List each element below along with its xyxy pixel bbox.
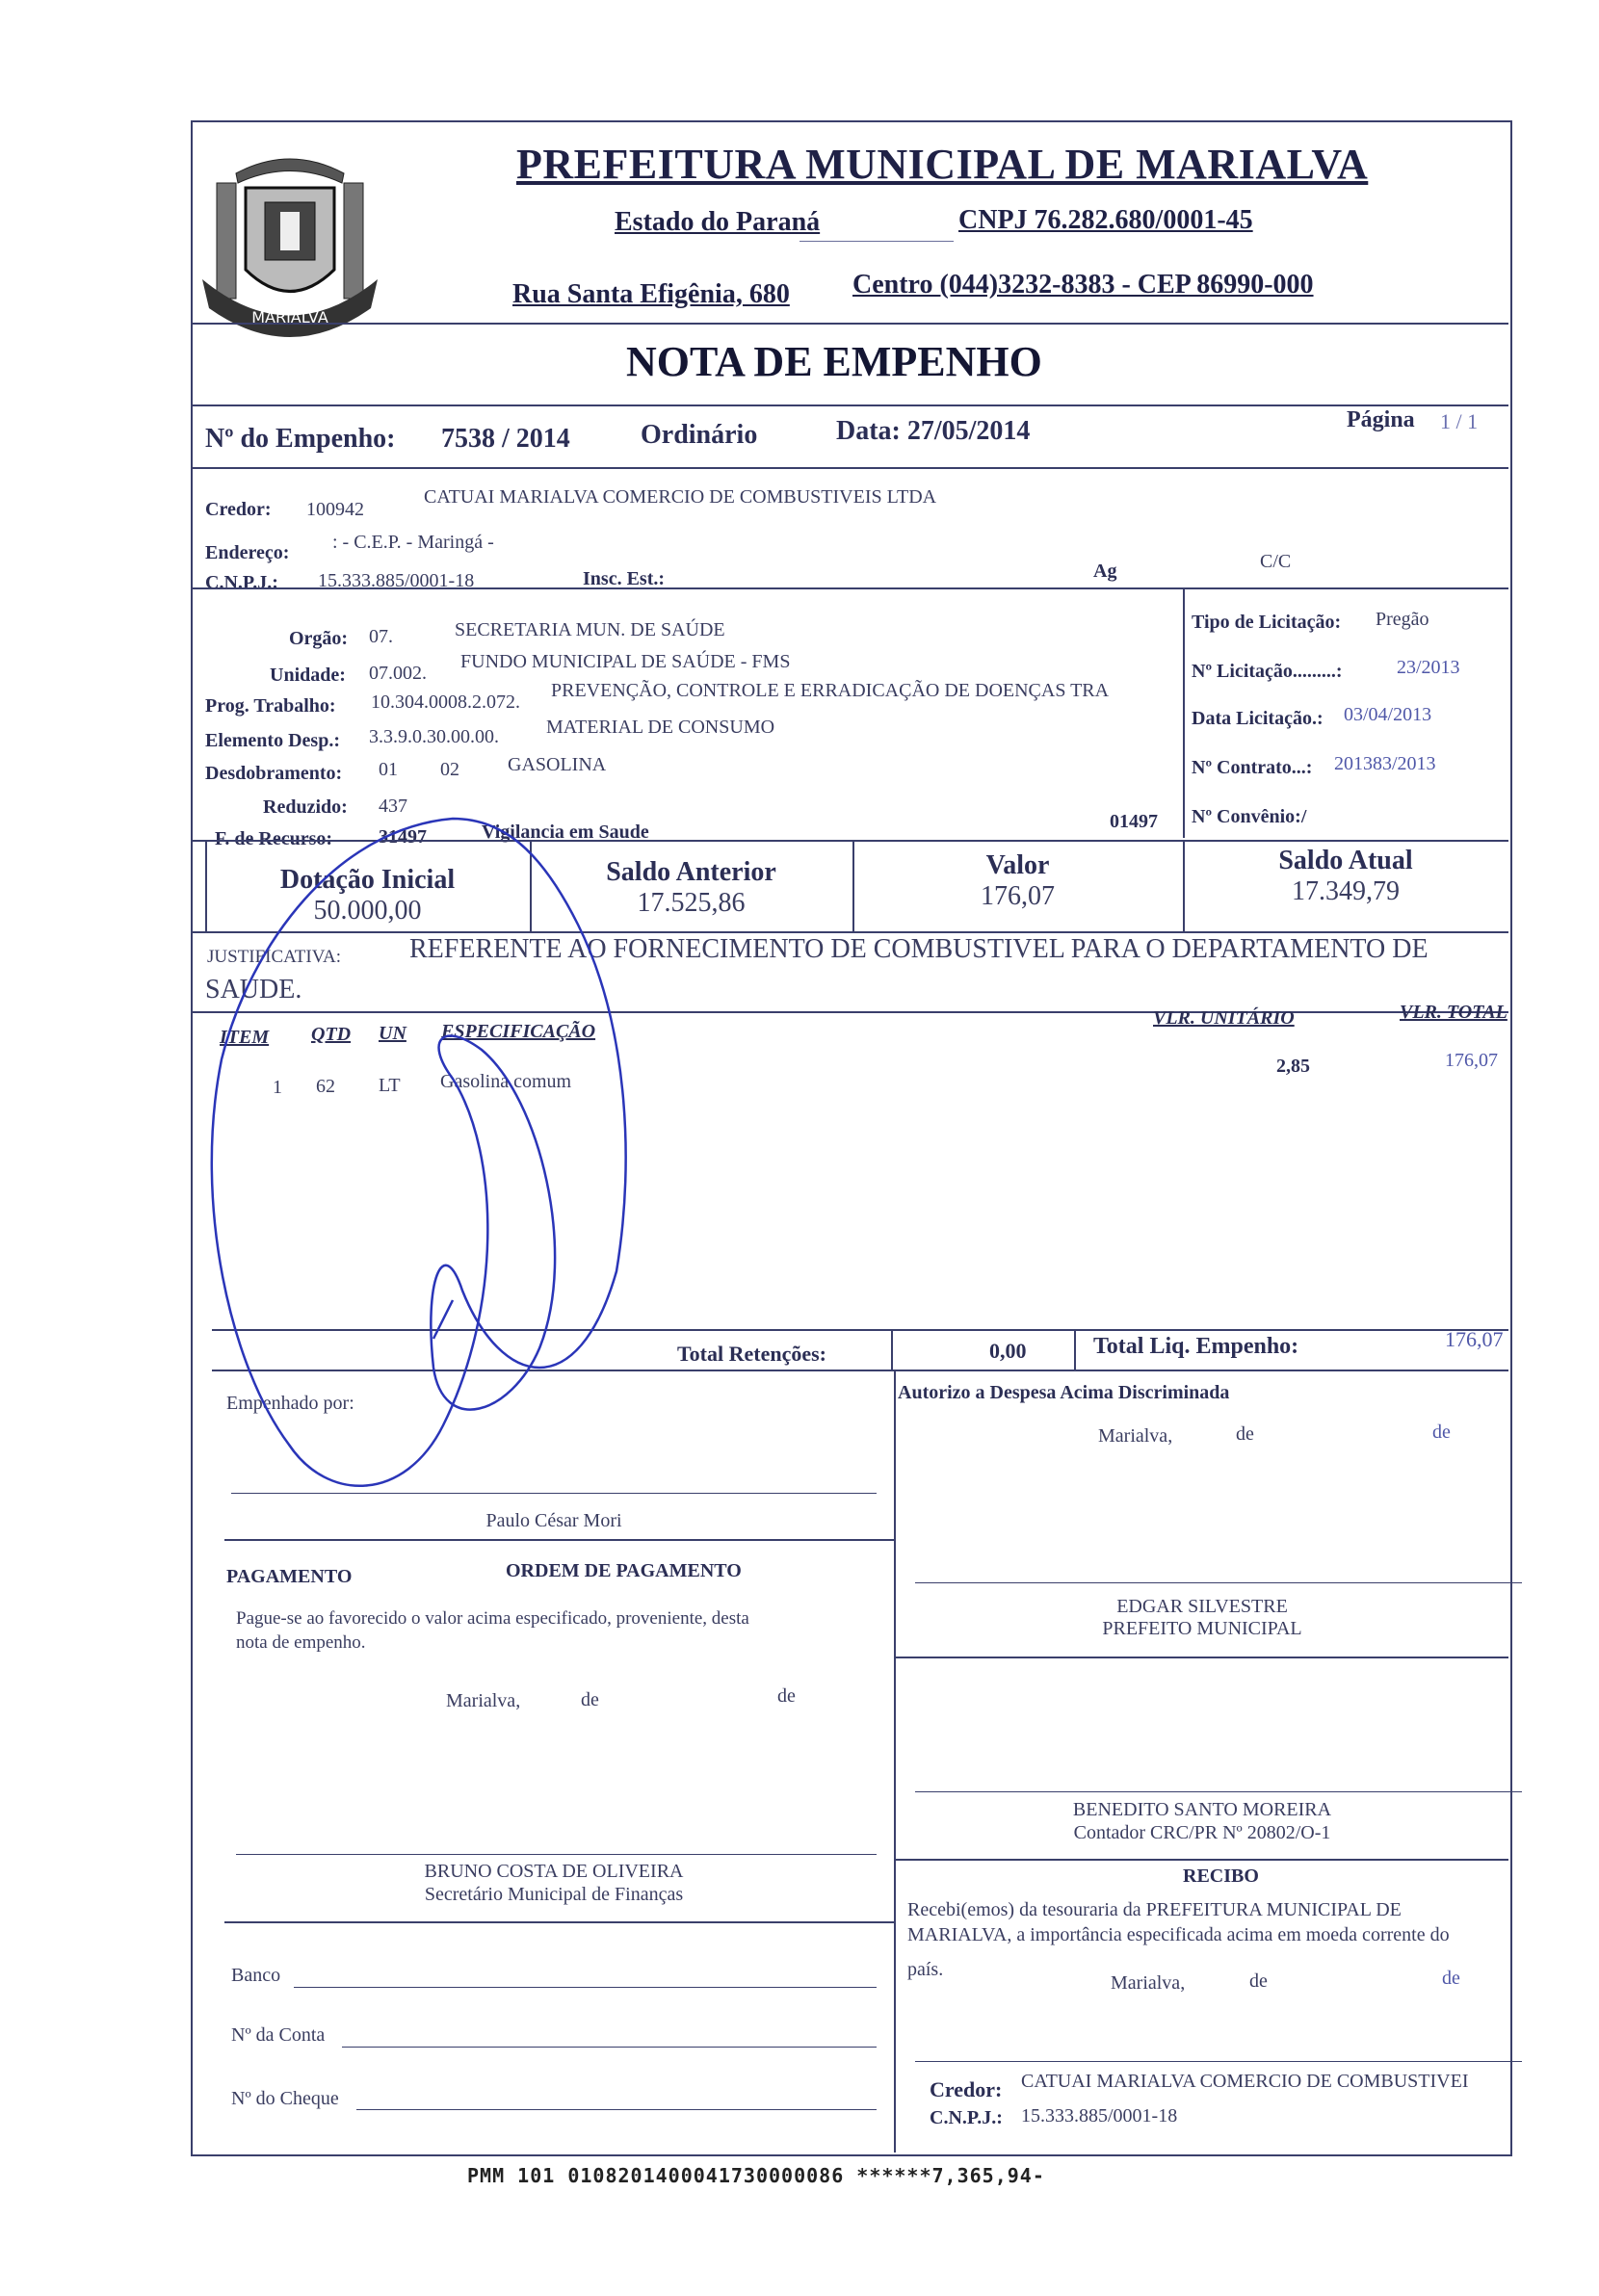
justificativa-text-2: SAUDE.	[205, 975, 302, 1004]
credor-name: CATUAI MARIALVA COMERCIO DE COMBUSTIVEIS LTDA	[424, 486, 937, 508]
tipo-licitacao-value: Pregão	[1376, 609, 1429, 630]
saldo-atual-value: 17.349,79	[1292, 876, 1400, 906]
col-vlr-total: VLR. TOTAL	[1400, 1002, 1507, 1023]
pagamento-city: Marialva,	[446, 1690, 521, 1711]
col-vlr-unitario: VLR. UNITÁRIO	[1153, 1007, 1295, 1029]
document-title: NOTA DE EMPENHO	[626, 338, 1042, 385]
empenho-date: Data: 27/05/2014	[836, 416, 1031, 446]
dotacao-inicial-value: 50.000,00	[313, 896, 422, 926]
justificativa-label: JUSTIFICATIVA:	[207, 947, 342, 967]
saldo-atual-label: Saldo Atual	[1278, 846, 1413, 875]
col-qtd: QTD	[311, 1024, 352, 1045]
unidade-label: Unidade:	[270, 665, 346, 686]
row-qtd: 62	[316, 1076, 335, 1097]
footer-code: PMM 101 0108201400041730000086 ******7,365,94-	[467, 2164, 1045, 2187]
municipal-crest-icon	[197, 144, 382, 342]
endereco-value: : - C.E.P. - Maringá -	[332, 532, 494, 553]
total-liq-label: Total Liq. Empenho:	[1093, 1334, 1299, 1359]
recibo-cnpj-label: C.N.P.J.:	[930, 2107, 1003, 2128]
page-label: Página	[1347, 407, 1415, 432]
empenhado-name: Paulo César Mori	[485, 1510, 622, 1531]
col-un: UN	[379, 1023, 406, 1044]
recibo-text-1: Recebi(emos) da tesouraria da PREFEITURA MUNICIPAL DE	[907, 1899, 1402, 1920]
reduzido-label: Reduzido:	[263, 796, 348, 818]
elemento-name: MATERIAL DE CONSUMO	[546, 717, 775, 738]
fonte-recurso-label: F. de Recurso:	[215, 828, 333, 849]
autorizo-label: Autorizo a Despesa Acima Discriminada	[898, 1382, 1230, 1403]
total-retencoes-label: Total Retenções:	[677, 1342, 826, 1366]
unidade-code: 07.002.	[369, 663, 427, 684]
row-total: 176,07	[1445, 1050, 1498, 1071]
num-licitacao-label: Nº Licitação.........:	[1192, 661, 1343, 682]
credor-cnpj-label: C.N.P.J.:	[205, 572, 278, 593]
credor-label: Credor:	[205, 499, 272, 520]
state-label: Estado do Paraná	[615, 207, 821, 237]
fonte-recurso-code: 31497	[379, 826, 427, 848]
prog-trabalho-name: PREVENÇÃO, CONTROLE E ERRADICAÇÃO DE DOENÇAS TRA	[551, 680, 1110, 701]
row-item: 1	[273, 1077, 282, 1098]
page-number: 1 / 1	[1440, 409, 1479, 433]
empenho-number: 7538 / 2014	[441, 424, 570, 454]
elemento-code: 3.3.9.0.30.00.00.	[369, 726, 499, 747]
desdobramento-b: 02	[440, 759, 459, 780]
orgao-code: 07.	[369, 626, 393, 647]
pagamento-label: PAGAMENTO	[226, 1566, 353, 1587]
recibo-de-2: de	[1442, 1968, 1460, 1989]
autorizo-de-1: de	[1236, 1423, 1254, 1445]
prog-trabalho-label: Prog. Trabalho:	[205, 695, 336, 717]
row-un: LT	[379, 1075, 401, 1096]
data-licitacao-value: 03/04/2013	[1344, 704, 1432, 725]
justificativa-text: REFERENTE AO FORNECIMENTO DE COMBUSTIVEL PARA O DEPARTAMENTO DE	[409, 934, 1429, 964]
orgao-name: SECRETARIA MUN. DE SAÚDE	[455, 619, 725, 640]
tipo-licitacao-label: Tipo de Licitação:	[1192, 612, 1342, 633]
reduzido-value: 437	[379, 796, 407, 817]
ordem-pagamento-label: ORDEM DE PAGAMENTO	[506, 1560, 742, 1581]
convenio-label: Nº Convênio:/	[1192, 806, 1307, 827]
pagamento-de-2: de	[777, 1685, 796, 1707]
unidade-name: FUNDO MUNICIPAL DE SAÚDE - FMS	[460, 651, 791, 672]
recibo-credor-value: CATUAI MARIALVA COMERCIO DE COMBUSTIVEI	[1021, 2071, 1469, 2092]
pagamento-de-1: de	[581, 1689, 599, 1710]
banco-label: Banco	[231, 1965, 281, 1986]
recibo-label: RECIBO	[1183, 1866, 1259, 1887]
total-retencoes-value: 0,00	[989, 1339, 1027, 1363]
recibo-text-2: MARIALVA, a importância especificada acima em moeda corrente do	[907, 1924, 1450, 1945]
municipality-cnpj: CNPJ 76.282.680/0001-45	[958, 205, 1253, 235]
recibo-text-3: país.	[907, 1959, 944, 1980]
address-street: Rua Santa Efigênia, 680	[512, 279, 790, 309]
cc-label: C/C	[1260, 551, 1292, 572]
valor-value: 176,07	[981, 881, 1055, 911]
autorizo-de-2: de	[1432, 1422, 1451, 1443]
prefeito-role: PREFEITO MUNICIPAL	[1102, 1618, 1302, 1639]
contrato-value: 201383/2013	[1334, 753, 1436, 774]
row-unit: 2,85	[1276, 1056, 1310, 1077]
orgao-label: Orgão:	[289, 628, 349, 649]
pagamento-text-1: Pague-se ao favorecido o valor acima especificado, proveniente, desta	[236, 1608, 749, 1629]
address-details: Centro (044)3232-8383 - CEP 86990-000	[852, 270, 1314, 300]
secretario-name: BRUNO COSTA DE OLIVEIRA	[424, 1861, 684, 1882]
dotacao-inicial-label: Dotação Inicial	[279, 865, 456, 895]
credor-cnpj: 15.333.885/0001-18	[318, 570, 475, 591]
fonte-recurso-name: Vigilancia em Saude	[482, 822, 649, 843]
municipality-title: PREFEITURA MUNICIPAL DE MARIALVA	[516, 141, 1369, 188]
contador-name: BENEDITO SANTO MOREIRA	[1072, 1799, 1332, 1820]
empenhado-label: Empenhado por:	[226, 1393, 354, 1414]
contrato-label: Nº Contrato...:	[1192, 757, 1313, 778]
row-spec: Gasolina comum	[440, 1071, 572, 1092]
col-especificacao: ESPECIFICAÇÃO	[441, 1021, 596, 1042]
credor-code: 100942	[306, 499, 364, 520]
empenho-type: Ordinário	[641, 420, 758, 450]
conta-label: Nº da Conta	[231, 2024, 326, 2046]
recibo-cnpj-value: 15.333.885/0001-18	[1021, 2105, 1178, 2126]
recibo-credor-label: Credor:	[930, 2077, 1003, 2101]
valor-label: Valor	[985, 850, 1050, 880]
saldo-anterior-value: 17.525,86	[637, 888, 746, 918]
prog-trabalho-code: 10.304.0008.2.072.	[371, 691, 520, 713]
ag-label: Ag	[1093, 561, 1117, 582]
data-licitacao-label: Data Licitação.:	[1192, 708, 1324, 729]
secretario-role: Secretário Municipal de Finanças	[424, 1884, 684, 1905]
elemento-label: Elemento Desp.:	[205, 730, 340, 751]
svg-text:MARIALVA: MARIALVA	[251, 308, 328, 326]
total-liq-value: 176,07	[1445, 1327, 1504, 1351]
endereco-label: Endereço:	[205, 542, 290, 563]
num-licitacao-value: 23/2013	[1397, 657, 1460, 678]
cheque-label: Nº do Cheque	[231, 2088, 339, 2109]
empenho-number-label: Nº do Empenho:	[205, 424, 396, 454]
col-item: ITEM	[220, 1027, 270, 1048]
fonte-recurso-right: 01497	[1110, 811, 1158, 832]
recibo-city: Marialva,	[1111, 1972, 1186, 1994]
desdobramento-a: 01	[379, 759, 398, 780]
contador-role: Contador CRC/PR Nº 20802/O-1	[1073, 1822, 1331, 1843]
insc-est-label: Insc. Est.:	[583, 568, 666, 589]
autorizo-city: Marialva,	[1098, 1425, 1173, 1447]
desdobramento-label: Desdobramento:	[205, 763, 343, 784]
saldo-anterior-label: Saldo Anterior	[606, 857, 776, 887]
desdobramento-name: GASOLINA	[508, 754, 607, 775]
prefeito-name: EDGAR SILVESTRE	[1116, 1596, 1288, 1617]
recibo-de-1: de	[1249, 1970, 1268, 1992]
pagamento-text-2: nota de empenho.	[236, 1632, 366, 1653]
